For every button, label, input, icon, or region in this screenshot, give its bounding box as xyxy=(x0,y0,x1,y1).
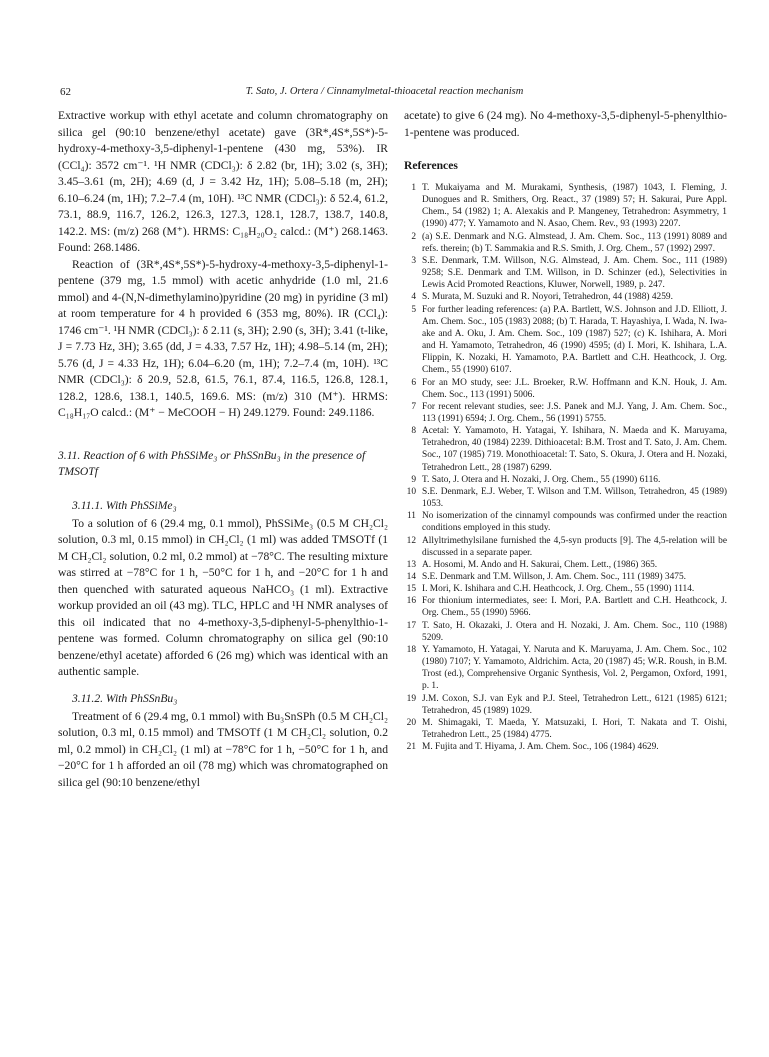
reference-text: S. Murata, M. Suzuki and R. Noyori, Tetrahedron, 44 (1988) 4259. xyxy=(422,292,673,303)
reference-item xyxy=(404,717,727,741)
reference-text: M. Fujita and T. Hiyama, J. Am. Chem. Soc., 106 (1984) 4629. xyxy=(422,742,659,753)
reference-text: For further leading references: (a) P.A. Bartlett, W.S. Johnson and J.D. Elliott, J. Am. Chem. Soc., 105 (1983) 2088; (b) T. Harada, T. Hayashiya, I. Wada, N. Iwa-ake and A. Oku, J. Am. Chem. Soc., 109 (1987) 527; (c) K. Ishihara, A. Mori and H. Yamamoto, Tetrahedron, 46 (1990) 4595; (d) I. Mori, K. Ishihara, L.A. Flippin, K. Nozaki, H. Yamamoto, P.A. Bartlett and C.H. Heathcock, J. Org. Chem., 55 (1990) 6107. xyxy=(422,304,727,376)
reference-number: 1 xyxy=(411,183,416,193)
reference-number: 10 xyxy=(406,486,416,497)
reference-text: M. Shimagaki, T. Maeda, Y. Matsuzaki, I. Hori, T. Nakata and T. Oishi, Tetrahedron Lett., 25 (1984) 4775. xyxy=(422,717,727,741)
reference-number: 20 xyxy=(406,717,416,728)
reference-item xyxy=(404,644,727,693)
reference-item xyxy=(404,425,727,474)
reference-number: 8 xyxy=(411,426,416,437)
subsection-heading: 3.11.2. With PhSSnBu₃ xyxy=(72,691,178,705)
body-paragraph: Treatment of 6 (29.4 mg, 0.1 mmol) with Bu₃SnSPh (0.5 M CH₂Cl₂ solution, 0.3 ml, 0.15 mmol) and TMSOTf (1 M CH₂Cl₂ solution, 0.2 ml, 0.2 mmol) in CH₂Cl₂ (1 ml) at −78°C for 1 h, −50°C for 1 h, and −20°C for 1 h afforded an oil (78 mg) which was chromatographed on silica gel (90:10 benzene/ethyl xyxy=(58,709,388,789)
reference-text: For an MO study, see: J.L. Broeker, R.W. Hoffmann and K.N. Houk, J. Am. Chem. Soc., 113 (1991) 5006. xyxy=(422,377,727,400)
reference-text: I. Mori, K. Ishihara and C.H. Heathcock, J. Org. Chem., 55 (1990) 1114. xyxy=(422,584,695,595)
reference-item xyxy=(404,693,727,717)
reference-text: No isomerization of the cinnamyl compounds was confirmed under the reaction conditions employed in this study. xyxy=(422,511,727,534)
reference-item xyxy=(404,291,727,303)
reference-text: J.M. Coxon, S.J. van Eyk and P.J. Steel, Tetrahedron Lett., 6121 (1985) 6121; Tetrahedron, 45 (1989) 1029. xyxy=(422,693,727,716)
reference-number: 5 xyxy=(411,304,416,315)
reference-item xyxy=(404,255,727,291)
references-heading: References xyxy=(404,159,458,172)
reference-item xyxy=(404,535,727,559)
body-paragraph: Extractive workup with ethyl acetate and column chromatography on silica gel (90:10 benzene/ethyl acetate) gave (3R*,4S*,5S*)-5-hydroxy-4-methoxy-3,5-diphenyl-1-pentene (430 mg, 53%). IR (CCl₄): 3572 cm⁻¹. ¹H NMR (CDCl₃): δ 2.82 (br, 1H); 3.02 (s, 3H); 3.45–3.61 (m, 2H); 4.69 (d, J = 3.42 Hz, 1H); 5.08–5.18 (m, 2H); 6.10–6.24 (m, 1H); 7.2–7.4 (m, 10H). ¹³C NMR (CDCl₃): δ 52.4, 61.2, 73.1, 88.9, 116.7, 126.2, 126.3, 127.3, 128.1, 128.7, 138.7, 140.8, 142.2. MS: (m/z) 268 (M⁺). HRMS: C₁₈H₂₀O₂ calcd.: (M⁺) 268.1463. Found: 268.1486. xyxy=(58,109,388,254)
reference-item xyxy=(404,620,727,644)
reference-number: 3 xyxy=(411,255,416,266)
reference-text: T. Mukaiyama and M. Murakami, Synthesis, (1987) 1043, I. Fleming, J. Dunogues and R. Smithers, Org. React., 37 (1989) 57; H. Sakurai, Pure Appl. Chem., 54 (1982) 1; A. Alexakis and P. Mangeney, Tetrahedron: Asymmetry, 1 (1990) 477; Y. Yamamoto and N. Asao, Chem. Rev., 93 (1993) 2207. xyxy=(422,183,727,230)
page-header xyxy=(0,86,769,102)
reference-number: 4 xyxy=(411,292,416,303)
reference-number: 15 xyxy=(406,584,416,595)
reference-text: For recent relevant studies, see: J.S. Panek and M.J. Yang, J. Am. Chem. Soc., 113 (1991) 6594; J. Org. Chem., 56 (1991) 5755. xyxy=(422,401,727,424)
reference-text: (a) S.E. Denmark and N.G. Almstead, J. Am. Chem. Soc., 113 (1991) 8089 and refs. therein; (b) T. Sammakia and R.S. Smith, J. Org. Chem., 57 (1992) 2997. xyxy=(422,231,727,254)
reference-text: A. Hosomi, M. Ando and H. Sakurai, Chem. Lett., (1986) 365. xyxy=(422,559,658,570)
reference-text: T. Sato, J. Otera and H. Nozaki, J. Org. Chem., 55 (1990) 6116. xyxy=(422,474,661,485)
reference-number: 9 xyxy=(411,474,416,485)
reference-number: 13 xyxy=(406,559,416,570)
reference-number: 6 xyxy=(411,377,416,388)
subsection-heading: 3.11.1. With PhSSiMe₃ xyxy=(72,498,177,512)
reference-item xyxy=(404,510,727,534)
reference-text: Allyltrimethylsilane furnished the 4,5-syn products [9]. The 4,5-relation will be discussed in a separate paper. xyxy=(422,535,727,558)
body-paragraph: To a solution of 6 (29.4 mg, 0.1 mmol), PhSSiMe₃ (0.5 M CH₂Cl₂ solution, 0.3 ml, 0.15 mmol) in CH₂Cl₂ (1 ml) was added TMSOTf (1 M CH₂Cl₂ solution, 0.2 ml, 0.2 mmol) at −78°C. The resulting mixture was stirred at −78°C for 1 h, −50°C for 1 h, and −20°C for 1 h and then quenched with saturated aqueous NaHCO₃ (1 ml). Extractive workup provided an oil (43 mg). TLC, HPLC and ¹H NMR analyses of this oil indicated that no 4-methoxy-3,5-diphenyl-5-phenylthio-1-pentene was formed. Column chromatography on silica gel (90:10 benzene/ethyl acetate) afforded 6 (26 mg) which was identical with an authentic sample. xyxy=(58,516,388,678)
body-paragraph: Reaction of (3R*,4S*,5S*)-5-hydroxy-4-methoxy-3,5-diphenyl-1-pentene (379 mg, 1.5 mmol) with acetic anhydride (1.0 ml, 21.6 mmol) and 4-(N,N-dimethylamino)pyridine (20 mg) in pyridine (3 ml) at room temperature for 4 h provided 6 (353 mg, 80%). IR (CCl₄): 1746 cm⁻¹. ¹H NMR (CDCl₃): δ 2.11 (s, 3H); 2.90 (s, 3H); 3.41 (t-like, J = 7.73 Hz, 3H); 3.65 (dd, J = 4.33, 7.57 Hz, 1H); 4.98–5.14 (m, 2H); 5.76 (d, J = 4.33 Hz, 1H); 6.04–6.20 (m, 1H); 7.2–7.4 (m, 10H). ¹³C NMR (CDCl₃): δ 20.9, 52.8, 61.5, 76.1, 87.4, 116.5, 126.8, 128.1, 128.2, 128.6, 138.1, 140.5, 169.6. MS: (m/z) 310 (M⁺). HRMS: C₁₈H₁₇O calcd.: (M⁺ − MeCOOH − H) 249.1279. Found: 249.1186. xyxy=(58,257,389,419)
reference-number: 19 xyxy=(406,693,416,704)
reference-number: 17 xyxy=(406,620,416,631)
reference-number: 16 xyxy=(406,596,416,607)
right-column xyxy=(404,108,727,753)
reference-text: S.E. Denmark, E.J. Weber, T. Wilson and T.M. Willson, Tetrahedron, 45 (1989) 1053. xyxy=(422,486,727,510)
reference-item xyxy=(404,377,727,401)
reference-list xyxy=(404,182,727,753)
section-heading: 3.11. Reaction of 6 with PhSSiMe₃ or PhSSnBu₃ in the presence of TMSOTf xyxy=(58,448,366,478)
reference-item xyxy=(404,401,727,425)
reference-number: 2 xyxy=(411,231,416,242)
reference-number: 18 xyxy=(406,644,416,655)
page-number: 62 xyxy=(60,86,71,98)
reference-item xyxy=(404,486,727,510)
reference-item xyxy=(404,304,727,377)
reference-text: T. Sato, H. Okazaki, J. Otera and H. Nozaki, J. Am. Chem. Soc., 110 (1988) 5209. xyxy=(422,620,727,643)
reference-item xyxy=(404,231,727,255)
reference-item xyxy=(404,559,727,571)
reference-text: Y. Yamamoto, H. Yatagai, Y. Naruta and K. Maruyama, J. Am. Chem. Soc., 102 (1980) 7107; Y. Yamamoto, Aldrichim. Acta, 20 (1987) 45; W.R. Roush, in B.M. Trost (ed.), Comprehensive Organic Synthesis, Vol. 2, Pergamon, Oxford, 1991, p. 1. xyxy=(422,644,727,692)
left-column xyxy=(58,108,388,791)
reference-item xyxy=(404,741,727,753)
reference-item xyxy=(404,583,727,595)
reference-text: S.E. Denmark and T.M. Willson, J. Am. Chem. Soc., 111 (1989) 3475. xyxy=(422,572,687,582)
reference-text: For thionium intermediates, see: I. Mori, P.A. Bartlett and C.H. Heathcock, J. Org. Chem., 55 (1990) 5966. xyxy=(422,596,727,619)
running-head: T. Sato, J. Ortera / Cinnamylmetal-thioacetal reaction mechanism xyxy=(245,86,524,97)
body-paragraph: acetate) to give 6 (24 mg). No 4-methoxy-3,5-diphenyl-5-phenylthio-1-pentene was produced. xyxy=(404,109,727,139)
reference-item xyxy=(404,182,727,231)
reference-item xyxy=(404,474,727,486)
reference-number: 11 xyxy=(406,511,416,522)
reference-item xyxy=(404,595,727,619)
reference-text: Acetal: Y. Yamamoto, H. Yatagai, Y. Ishihara, N. Maeda and K. Maruyama, Tetrahedron, 40 (1984) 2239. Dithioacetal: B.M. Trost and T. Sato, J. Am. Chem. Soc., 107 (1985) 719. Monothioacetal: T. Sato, S. Okura, J. Otera and H. Nozaki, Tetrahedron Lett., 28 (1987) 6299. xyxy=(422,426,727,473)
reference-number: 21 xyxy=(406,742,416,753)
reference-item xyxy=(404,571,727,583)
reference-number: 7 xyxy=(411,401,416,412)
reference-number: 12 xyxy=(406,535,416,546)
reference-number: 14 xyxy=(406,572,416,582)
reference-text: S.E. Denmark, T.M. Willson, N.G. Almstead, J. Am. Chem. Soc., 111 (1989) 9258; S.E. Denmark and T.M. Willson, in D. Schinzer (ed.), Selectivities in Lewis Acid Promoted Reactions, Kluwer, Norwell, 1989, p. 247. xyxy=(422,255,727,291)
